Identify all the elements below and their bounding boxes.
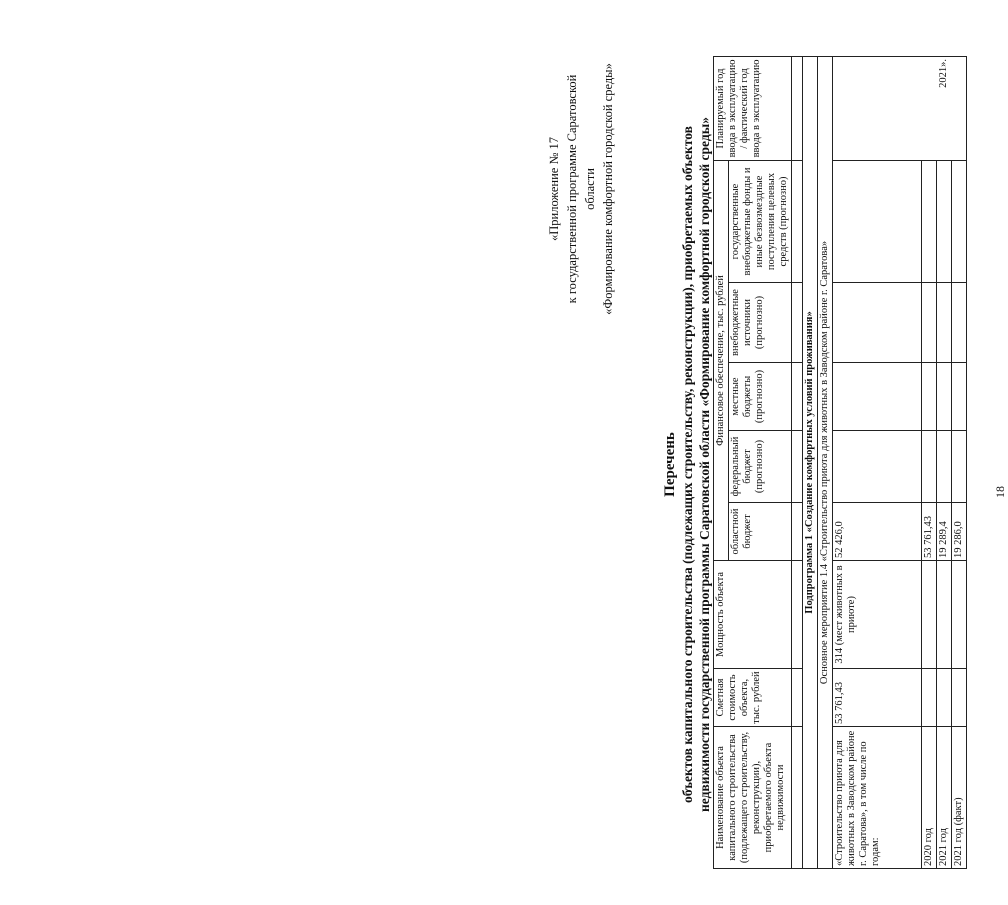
event-title: Основное мероприятие 1.4 «Строительство приюта для животных в Заводском районе г. Саратова» bbox=[818, 56, 833, 868]
header-row-1 bbox=[714, 56, 729, 868]
annex-line-3: «Формирование комфортной городской среды» bbox=[601, 63, 615, 315]
header-regional: областной бюджет bbox=[729, 503, 792, 561]
annex-line-1: «Приложение № 17 bbox=[547, 136, 561, 242]
object-year bbox=[833, 56, 922, 160]
year-row bbox=[937, 56, 952, 868]
header-finance: Финансовое обеспечение, тыс. рублей bbox=[714, 160, 729, 560]
title-line-2: недвижимости государственной программы Саратовской области «Формирование комфортной городской среды» bbox=[697, 117, 712, 812]
header-state-funds: государственные внебюджетные фонды и иные безвозмездные поступления целевых средств (прогнозно) bbox=[729, 160, 792, 282]
objects-table bbox=[713, 56, 967, 869]
year-row bbox=[952, 56, 967, 868]
annex-header bbox=[545, 54, 617, 324]
subprogram-title: Подпрограмма 1 «Создание комфортных условий проживания» bbox=[803, 56, 818, 868]
header-local: местные бюджеты (прогнозно) bbox=[729, 363, 792, 431]
year-label: 2021 год (факт) bbox=[952, 727, 967, 869]
year-label: 2020 год bbox=[922, 727, 937, 869]
header-federal: федеральный бюджет (прогнозно) bbox=[729, 431, 792, 503]
object-name: «Строительство приюта для животных в Заводском районе г. Саратова», в том числе по годам: bbox=[833, 727, 922, 869]
year-label: 2021 год bbox=[937, 727, 952, 869]
header-cost: Сметная стоимость объекта, тыс. рублей bbox=[714, 669, 792, 727]
rotated-document-page bbox=[545, 57, 1007, 872]
title-line-1: объектов капитального строительства (подлежащих строительству, реконструкции), приобретаемых объектов bbox=[680, 126, 695, 803]
object-cost: 53 761,43 bbox=[833, 669, 922, 727]
object-row bbox=[833, 56, 922, 868]
object-federal bbox=[833, 431, 922, 503]
object-state bbox=[833, 160, 922, 282]
year-row bbox=[922, 56, 937, 868]
event-row bbox=[818, 56, 833, 868]
document-title bbox=[662, 57, 713, 872]
annex-line-2: к государственной программе Саратовской области bbox=[565, 74, 597, 304]
object-extra bbox=[833, 283, 922, 363]
object-capacity: 314 (мест животных в приюте) bbox=[833, 561, 922, 669]
object-regional: 52 426,0 bbox=[833, 503, 922, 561]
subprogram-row bbox=[803, 56, 818, 868]
year-regional: 53 761,43 bbox=[922, 503, 937, 561]
title-heading: Перечень bbox=[662, 432, 678, 497]
header-object-name: Наименование объекта капитального строительства (подлежащего строительству, реконструкции), приобретаемого объекта недвижимости bbox=[714, 727, 792, 869]
year-end-note: 2021». bbox=[937, 56, 952, 160]
object-local bbox=[833, 363, 922, 431]
header-extra: внебюджетные источники (прогнозно) bbox=[729, 283, 792, 363]
spacer-row bbox=[792, 56, 803, 868]
header-capacity: Мощность объекта bbox=[714, 561, 792, 669]
year-regional: 19 289,4 bbox=[937, 503, 952, 561]
year-regional: 19 286,0 bbox=[952, 503, 967, 561]
header-year: Планируемый год ввода в эксплуатацию / фактический год ввода в эксплуатацию bbox=[714, 56, 792, 160]
page-number: 18 bbox=[993, 486, 1007, 498]
